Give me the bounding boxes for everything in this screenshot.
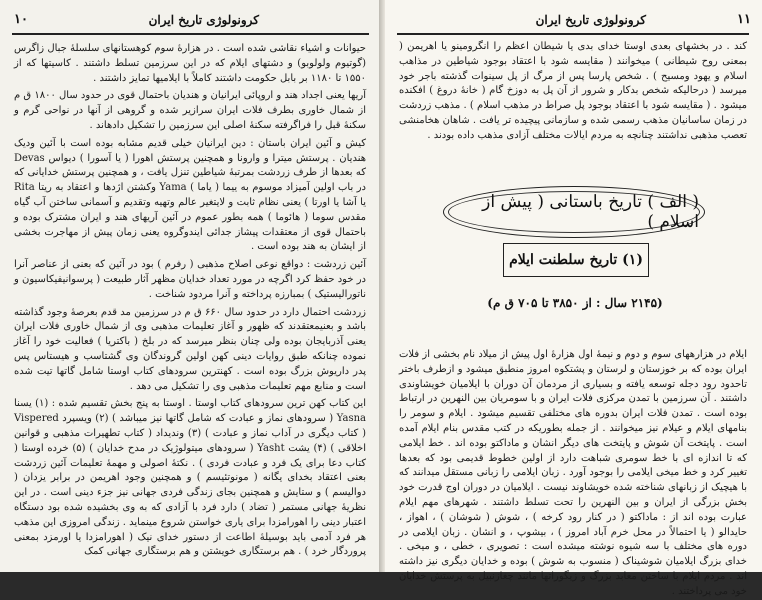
chapter-subheading: (۲۱۴۵ سال : از ۳۸۵۰ تا ۷۰۵ ق م) bbox=[487, 296, 663, 310]
right-body-paragraph: ایلام در هزارههای سوم و دوم و نیمهٔ اول هزارهٔ اول پیش از میلاد نام بخشی از فلات ایران بوده که بر خوزستان و لرستان و پشتکوه امروز منطبق میشود و ازطرف باختر تاحدود رود دجله توسعه یافته و بسیاری از مردمان آن دوران با ایلامیان خویشاوندی داشتند . آن سرزمین با تمدن مرکزی فلات ایران و با سومریان بین النهرین در ارتباط بوده است . تمدن فلات ایران بدوره های مختلفی تقسیم میشود . ایلام و سومر را بنامهای ایلام و عیلام نیز میخوانند . از جمله بطوریکه در کتب مقدس بنام ایلام آمده است . پایتخت آن شوش و پایتخت های دیگر انشان و ماداکتو بوده اند . خط ایلامی که تا اندازه ای با خط سومری شباهت دارد از اولین خطوط قدیمی بود که بعدها تغییر کرد و خط میخی ایلامی را بوجود آورد . زبان ایلامی را زبانی مستقل میدانند که با هیچیک از زبانهای شناخته شده خویشاوند نیست . ایلامیان در دوران اوج قدرت خود بخش بزرگی از ایران و بین النهرین را تحت تسلط داشتند . شهرهای مهم ایلام عبارت بوده اند از : ماداکتو ( در کنار رود کرخه ) ، شوش ( شوشان ) ، اهواز ، حایدالو ( یا احتمالاً در محل خرم آباد امروز ) ، بیشوپ ، و انشان . زبان ایلامی در دوره های مختلف با سه شیوه نوشته میشده است : تصویری ، خطی ، و میخی . خدای بزرگ ایلامیان شوشیناک ( منسوب به شوش ) بوده و خدایان دیگری نیز داشته اند . مردم ایلام با ساختن معابد بزرگ و زیگوراتها مانند چغازنبیل به پرستش خدایان خود می پرداختند . bbox=[399, 349, 748, 597]
section-heading-frame bbox=[443, 186, 705, 238]
left-paragraph-1: حیوانات و اشیاء نقاشی شده است . در هزارهٔ سوم کوهستانهای سلسلهٔ جبال زاگرس (گوتیوم ولولوبو) و دشتهای ایلام که در این سرزمین تسلط داشتند . کاسیتها که از ۱۵۵۰ تا ۱۱۸۰ بر بابل حکومت داشتند کاملاً با ایلامیها تمایز داشتند . bbox=[14, 43, 366, 84]
left-page-header bbox=[14, 10, 369, 32]
left-paragraph-3: کیش و آئین ایران باستان : دین ایرانیان خیلی قدیم مشابه بوده است با آئین ودیک هندیان . پرستش میترا و وارونا و همچنین پرستش اهورا ( یا آسورا ) دیواس Devas که بعدها از طرف زردشت بمرتبهٔ شیاطین تنزل یافت ، و همچنین پرستش خدایانی که در باب اولین آمیزاد موسوم به ییما ( یاما ) Yama وکشتن اژدها و اعتقاد به ریتا Rita یا آشا یا اورتا ) یعنی نظام ثابت و لایتغیر عالم وتهیه وتقدیم و آسمانی ساختن آب گیاه مقدس سوما ( هائوما ) همه بطور عموم در آئین آریهای هند و ایران مشترک بوده و باحتمال قوی از معتقدات پیشاز جدائی ایندوگروه یعنی زمان پیش از مهاجرت بخشی از ایشان به هند بوده است . bbox=[14, 137, 367, 253]
left-page bbox=[0, 0, 379, 572]
right-top-paragraph: کند . در بخشهای بعدی اوستا خدای بدی یا شیطان اعظم را انگرومینو یا اهریمن ( بمعنی روح شیطانی ) میخوانند ( مقایسه شود با اعتقاد بوجود شیاطین در مذاهب اسلام و یهود ومسیح ) . شخص پارسا پس از مرگ از پل سینوات گذشته باجر خود میرسد ( درحالیکه شخص بدکار و شرور از آن پل به دوزخ گام ( خانهٔ دروغ ) افکنده میشود . ( مقایسه شود با اعتقاد بوجود پل صراط در مذهب اسلام ) . مذهب زردشت در زمان ساسانیان مذهب رسمی شده و سازمانی پیچیده تر یافت . شاهان هخامنشی تعصب مذهبی نداشتند چنانچه به مردم ایالات مختلف آزادی مذهب داده بودند . bbox=[399, 41, 747, 141]
right-header-rule bbox=[397, 33, 749, 35]
left-paragraph-6: این کتاب کهن ترین سرودهای کتاب اوستا . اوستا به پنج بخش تقسیم شده : (۱) یسنا Yasna ( سرودهای نماز و عبادت که شامل گاتها نیز میباشد ) (۲) ویسپرد Vispered ( کتاب دیگری در آداب نماز و عبادت ) (۳) وندیداد ( کتاب تطهیرات مذهبی و قوانین اخلاقی ) (۴) یشت Yasht ( سرودهای میتولوژیک در مدح خدایان ) (۵) خرده اوستا ( کتاب دعا برای یک فرد و عبادت فردی ) . نکتهٔ اصولی و مهمهٔ تعلیمات آئین زردشت بعنی اعتقاد بخدای یگانه ( مونوتئیسم ) و همچنین وجود اهریمن در برابر یزدان ( دوالیسم ) و ستایش و همچنین بجای زندگی فردی جهانی نیز جزء دینی است . در این نظریهٔ جهانی مستمر ( تضاد ) دارد فرد با آزادی که به وی بخشیده شده بود دستگاه اعتبار دینی را اهورامزدا برای یاری خواستن شروع مینماید . زندگی امروزی این مذهب هر فرد آدمی باید بوسیلهٔ اطاعت از دستور خدای نیک ( اهورامزدا یا اورمزد بمعنی پروردگار خرد ) . هم برستگاری خویشتن و هم برستگاری جهانی کمک bbox=[14, 398, 366, 558]
section-heading: ( الف ) تاریخ باستانی ( پیش از اسلام ) bbox=[448, 191, 700, 233]
left-paragraph-4: آئین زردشت : دواقع نوعی اصلاح مذهبی ( رفرم ) بود در آئین که بعنی از عناصر آنرا در خود حفظ کرد اگرچه در مورد تعداد خدایان مظهر آثار طبیعت ( پرسوانیفیکاسیون و ناتورالیستیک ) بمبارزه پرداخته و آنرا مردود شناخت . bbox=[14, 259, 366, 300]
right-header-title: کرونولوژی تاریخ ایران bbox=[535, 13, 646, 27]
right-page-header bbox=[401, 10, 751, 32]
left-paragraph-5: زردشت احتمال دارد در حدود سال ۶۶۰ ق م در سرزمین مد قدم بعرصهٔ وجود گذاشته باشد و بعنیمعتقدند که ظهور و آغاز تعلیمات مذهبی وی از شمال خاوری فلات ایران یعنی آذربایجان بوده ولی چنان بنظر میرسد که در بلخ ( باکتریا ) فعالیت خود را آغاز نموده چنانکه طبق روایات دینی کهن اولین گروندگان وی گشتاسب و هیستاس پس پدر داریوش بزرگ بوده است . کهنترین سرودهای کتاب اوستا شامل گاتها تیت شده است و منابع مهم تعلیمات مذهبی وی را تشکیل می دهد . bbox=[14, 306, 366, 392]
left-paragraph-2: آریها یعنی اجداد هند و اروپائی ایرانیان و هندیان باحتمال قوی در حدود سال ۱۸۰۰ ق م از شمال خاوری بطرف فلات ایران سرازیر شده و گروهی از آنها در نواحی گرم و سکنهٔ قبل را فراگرفته سکنهٔ اصلی این سرزمین را تشکیل دادهاند . bbox=[14, 90, 366, 131]
left-page-number: ۱۰ bbox=[14, 12, 28, 27]
left-page-body bbox=[14, 42, 366, 563]
chapter-heading: (۱) تاریخ سلطنت ایلام bbox=[503, 243, 649, 277]
left-header-title: کرونولوژی تاریخ ایران bbox=[148, 13, 259, 27]
right-page bbox=[385, 0, 762, 597]
right-page-number: ۱۱ bbox=[737, 12, 751, 27]
left-header-rule bbox=[12, 33, 369, 35]
